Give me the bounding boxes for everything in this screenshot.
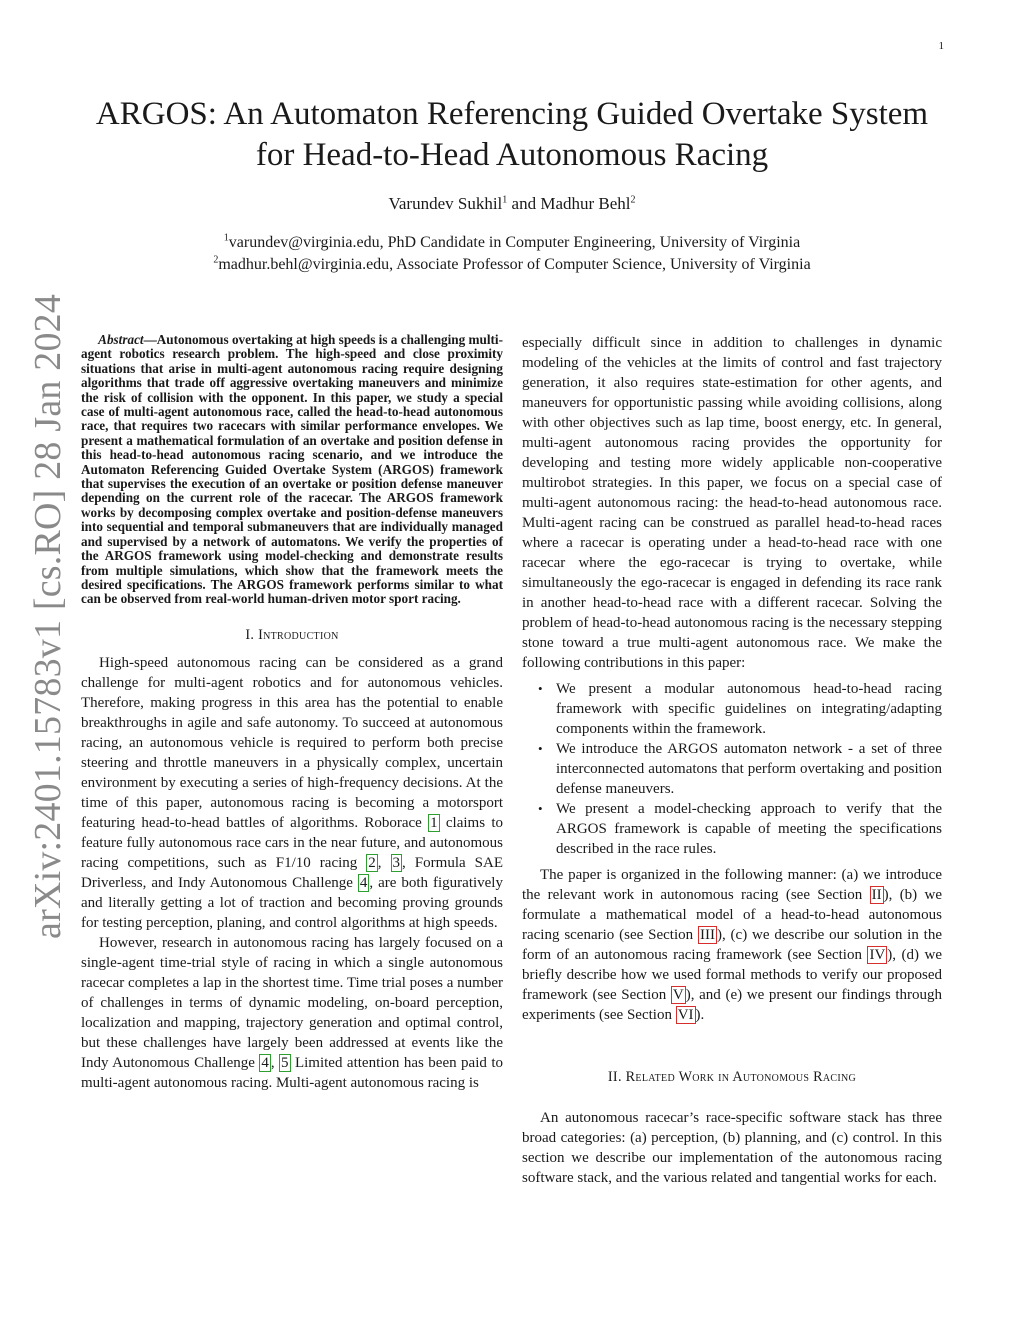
- paper-title: [60, 94, 964, 176]
- paragraph: An autonomous racecar’s race-specific software stack has three broad categories: (a) perception, (b) planning, and (c) control. In this section we describe our implementation of the autonomous racing software stack, and the various related and tangential works for each.: [522, 1110, 942, 1186]
- paragraph: The paper is organized in the following manner: (a) we introduce the relevant work in autonomous racing (see Section II ), (b) we formulate a mathematical model of a head-to-head autonomous racing scenario (see Section III ), (c) we describe our solution in the form of an autonomous racing framework (see Section IV ), (d) we briefly describe how we used formal methods to verify our proposed framework (see Section V ), and (e) we present our findings through experiments (see Section VI ).: [522, 867, 943, 1023]
- author-name: Madhur Behl: [540, 194, 631, 213]
- citation-link[interactable]: 4: [261, 1054, 269, 1071]
- section-reference-link[interactable]: III: [699, 927, 715, 943]
- section-reference-link[interactable]: V: [672, 987, 684, 1003]
- title-line-2: for Head-to-Head Autonomous Racing: [255, 137, 769, 173]
- affiliation-line: $^2$madhur.behl@virginia.edu, Associate Professor of Computer Science, University of Virginia: [213, 254, 811, 273]
- list-item: • We introduce the ARGOS automaton network - a set of three interconnected automatons that perform overtaking and position defense maneuvers.: [538, 741, 942, 797]
- section-heading-introduction: I. Introduction: [245, 626, 339, 643]
- author-conjunction: and: [511, 194, 537, 213]
- list-item: • We present a model-checking approach to verify that the ARGOS framework is capable of meeting the specifications described in the race rules.: [538, 801, 942, 857]
- arxiv-identifier: arXiv:2401.15783v1 [cs.RO] 28 Jan 2024: [27, 293, 69, 939]
- section-reference-link[interactable]: IV: [869, 947, 886, 963]
- title-line-1: ARGOS: An Automaton Referencing Guided Overtake System: [95, 96, 929, 132]
- citation-link[interactable]: 4: [359, 874, 368, 891]
- page-number: 1: [938, 40, 944, 52]
- bullet-icon: •: [538, 741, 543, 756]
- author-name: Varundev Sukhil: [388, 194, 503, 213]
- citation-link[interactable]: 2: [368, 854, 376, 871]
- bullet-icon: •: [538, 801, 543, 816]
- list-item: • We present a modular autonomous head-to-head racing framework with specific guidelines on integrating/adapting components within the framework.: [538, 681, 942, 737]
- paragraph: especially difficult since in addition to challenges in dynamic modeling of the vehicles at the limits of control and fast trajectory generation, it also requires state-estimation for other agents, and maneuvers for opportunistic passing while avoiding collisions, along with other objectives such as lap time, boost energy, etc. In general, multi-agent autonomous racing provides the opportunity for developing and testing more widely applicable non-cooperative multirobot strategies. In this paper, we focus on a special case of multi-agent autonomous racing: the head-to-head autonomous race. Multi-agent racing can be construed as parallel head-to-head races where a racecar is operating under a head-to-head race with one racecar where the ego-racecar is trying to overtake, while simultaneously the ego-racecar is engaged in defending its race rank in another head-to-head race with a different racecar. Solving the problem of head-to-head autonomous racing is the necessary stepping stone toward a true multi-agent autonomous race. We make the following contributions in this paper:: [522, 335, 942, 671]
- abstract-text: —Autonomous overtaking at high speeds is a challenging multi-agent robotics research problem. The high-speed and close proximity situations that arise in multi-agent autonomous racing require designing algorithms that trade off aggressive overtaking maneuvers and minimize the risk of collision with the opponent. In this paper, we study a special case of multi-agent autonomous race, called the head-to-head autonomous race, that requires two racecars with similar performance envelopes. We present a mathematical formulation of an overtake and position defense in this head-to-head autonomous racing scenario, and we introduce the Automaton Referencing Guided Overtake System (ARGOS) framework that supervises the execution of an overtake or position defense maneuver depending on the current role of the racecar. The ARGOS framework works by decomposing complex overtake and position-defense maneuvers into sequential and temporal submaneuvers that are individually managed and supervised by a network of automatons. We verify the properties of the ARGOS framework using model-checking and demonstrate results from multiple simulations, which show that the framework meets the desired specifications. The ARGOS framework performs similar to what can be observed from real-world human-driven motor sport racing.: [81, 332, 503, 607]
- right-column: [522, 333, 942, 1188]
- author-list: [60, 194, 964, 214]
- affiliation-marker: 2: [630, 194, 636, 206]
- citation-link[interactable]: 1: [430, 814, 438, 831]
- abstract: [81, 333, 503, 607]
- abstract-label: Abstract: [98, 332, 144, 347]
- paragraph: However, research in autonomous racing has largely focused on a single-agent time-trial style of racing in which a single autonomous racecar completes a lap in the shortest time. Time trial poses a number of challenges in terms of dynamic modeling, on-board perception, localization and mapping, trajectory generation and optimal control, but these challenges have largely been addressed at events like the Indy Autonomous Challenge 4 , 5 Limited attention has been paid to multi-agent autonomous racing. Multi-agent autonomous racing is: [81, 934, 503, 1091]
- citation-link[interactable]: 3: [392, 854, 401, 871]
- introduction-body: [81, 653, 503, 1093]
- section-heading-related-work: II. Related Work in Autonomous Racing: [607, 1069, 857, 1085]
- contributions-list: [522, 679, 942, 859]
- paragraph: High-speed autonomous racing can be considered as a grand challenge for multi-agent robotics and for autonomous vehicles. Therefore, making progress in this area has the potential to enable breakthroughs in agile and safe autonomy. To succeed at autonomous racing, an autonomous vehicle is required to perform both precise steering and throttle maneuvers in a physically complex, uncertain environment by executing a series of high-frequency decisions. At the time of this paper, autonomous racing is becoming a motorsport featuring head-to-head battles of algorithms. Roborace 1 claims to feature fully autonomous race cars in the near future, and autonomous racing competitions, such as F1/10 racing 2 , 3 , Formula SAE Driverless, and Indy Autonomous Challenge 4 , are both figuratively and literally getting a lot of traction and becoming proving grounds for testing perception, planing, and control algorithms at high speeds.: [81, 654, 503, 931]
- affiliation-line: $^1$varundev@virginia.edu, PhD Candidate in Computer Engineering, University of Virginia: [223, 232, 801, 251]
- affiliation-marker: 2: [213, 254, 219, 266]
- citation-link[interactable]: 5: [281, 1054, 289, 1071]
- bullet-icon: •: [538, 681, 543, 696]
- affiliation-marker: 1: [223, 232, 229, 244]
- section-reference-link[interactable]: II: [871, 887, 882, 903]
- affiliation-marker: 1: [502, 194, 508, 206]
- affiliations: [60, 232, 964, 276]
- left-column: [81, 333, 503, 1093]
- section-reference-link[interactable]: VI: [677, 1007, 694, 1023]
